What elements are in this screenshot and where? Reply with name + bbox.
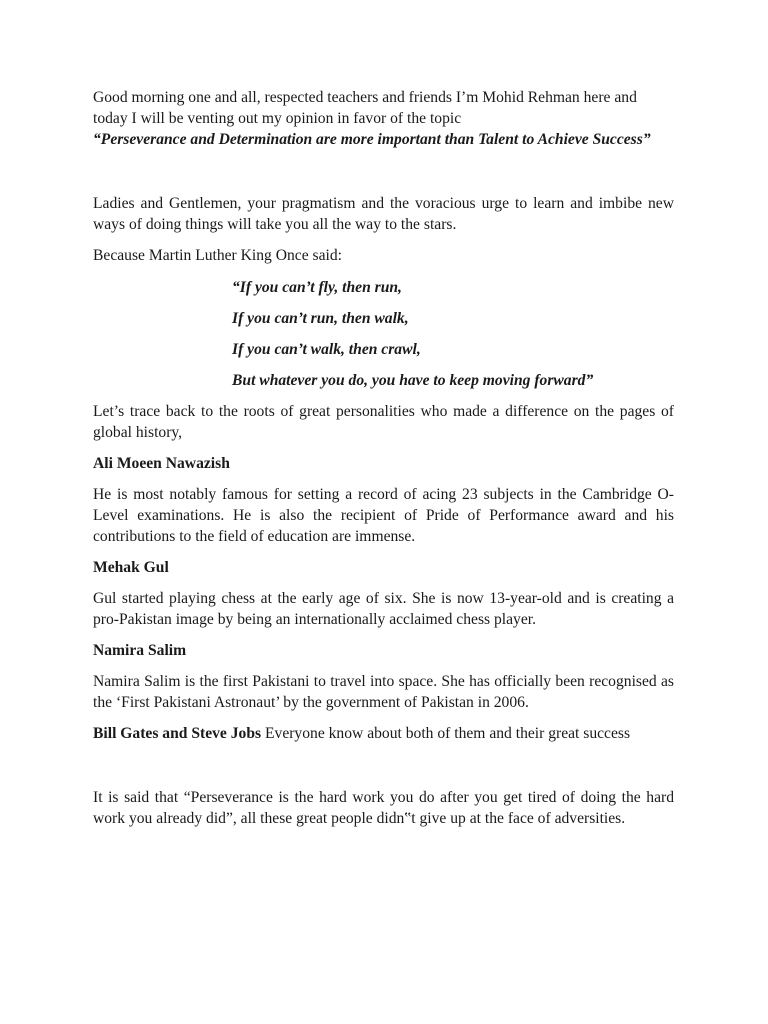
mlk-intro [93,245,674,266]
ladies-paragraph [93,193,674,235]
ladies-text: Ladies and Gentlemen, your pragmatism and the voracious urge to learn and imbibe new ways of doing things will take you all the way to the stars. [93,195,674,233]
mlk-intro-text: Because Martin Luther King Once said: [93,247,342,264]
person-text-1: He is most notably famous for setting a record of acing 23 subjects in the Cambridge O-Level examinations. He is also the recipient of Pride of Performance award and his contributions to the field of education are immense. [93,486,674,545]
person-name-1: Ali Moeen Nawazish [93,455,230,472]
quote-line-3: If you can’t walk, then crawl, [232,341,421,358]
person-name-2: Mehak Gul [93,559,169,576]
quote-line-2: If you can’t run, then walk, [232,310,409,327]
topic-title: “Perseverance and Determination are more important than Talent to Achieve Success” [93,131,651,148]
gates-jobs-name: Bill Gates and Steve Jobs [93,725,262,742]
intro-text: Good morning one and all, respected teachers and friends I’m Mohid Rehman here and today I will be venting out my opinion in favor of the topic [93,89,637,127]
closing-paragraph [93,787,674,829]
gates-jobs-text: Everyone know about both of them and their great success [261,725,631,742]
gates-jobs-paragraph [93,723,674,744]
quote-line-4: But whatever you do, you have to keep moving forward” [232,372,594,389]
intro-paragraph [93,87,674,150]
trace-paragraph [93,401,674,443]
person-text-2: Gul started playing chess at the early age of six. She is now 13-year-old and is creating a pro-Pakistan image by being an internationally acclaimed chess player. [93,590,674,628]
trace-text: Let’s trace back to the roots of great personalities who made a difference on the pages of global history, [93,403,674,441]
person-name-3: Namira Salim [93,642,187,659]
closing-text: It is said that “Perseverance is the hard work you do after you get tired of doing the hard work you already did”, all these great people didn‟t give up at the face of adversities. [93,789,674,827]
quote-line-1: “If you can’t fly, then run, [232,279,402,296]
person-text-3: Namira Salim is the first Pakistani to travel into space. She has officially been recognised as the ‘First Pakistani Astronaut’ by the government of Pakistan in 2006. [93,673,674,711]
speech-body [93,87,674,829]
